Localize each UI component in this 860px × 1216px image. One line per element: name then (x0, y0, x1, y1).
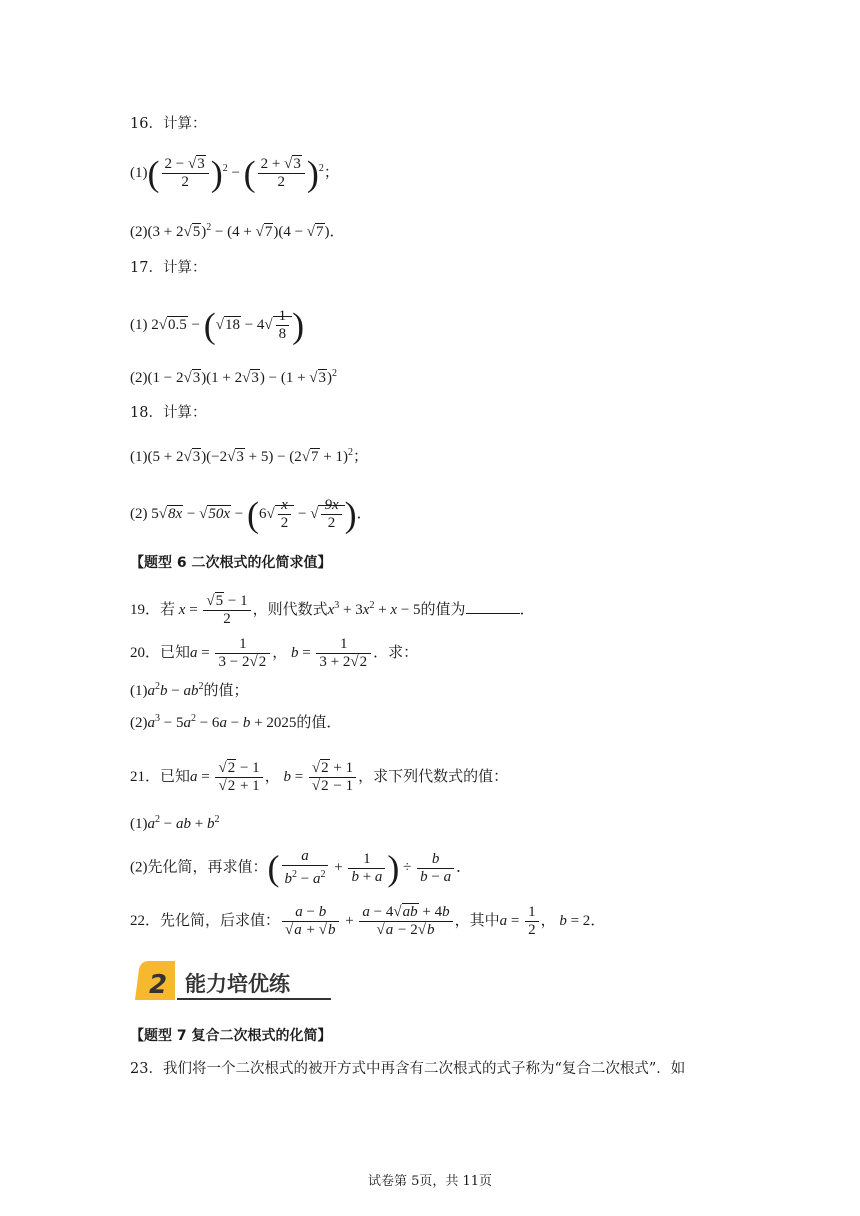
banner-graphic (135, 955, 335, 1003)
q19-mid: ，则代数式 (252, 601, 328, 618)
q21-pre: 21．已知 (130, 768, 191, 785)
q22-end: ． (590, 912, 606, 929)
q21-p2-pre: (2)先化简，再求值： (130, 859, 268, 876)
q18-part2: (2) 5√ 8x − √ 50x − (6 √ $\frac{x}{2}$ − √ $\frac{9x}{2}$ )． (130, 497, 372, 532)
q17-part1: (1) 2√ 0.5 − (√ 18 − 4 √ $\frac{1}{8}$ ) (130, 308, 304, 343)
q18-stem: 18．计算： (130, 405, 207, 421)
q16-p1-end: ； (323, 164, 339, 181)
q20-post: ．求： (373, 644, 419, 661)
q16-part2: (2)(3 + 2√ 5)$^2$ − (4 + √ 7)(4 − √ 7)． (130, 218, 345, 242)
q16-part1: (1)( $\frac{2 - √ 3}{2}$ )$^2$ − ( $\frac{2 + √ 3}{2}$ )$^2$； (130, 156, 339, 191)
q22-pre: 22．先化简，后求值： (130, 912, 281, 929)
q20-p1-post: 的值； (203, 683, 249, 699)
type6-heading: 【题型 6 二次根式的化简求值】 (130, 555, 332, 571)
answer-blank (466, 599, 520, 614)
q21-post: ，求下列代数式的值： (358, 768, 509, 785)
q21-mid: ， (264, 768, 280, 785)
q16-p2-end: ． (329, 224, 345, 240)
page-footer: 试卷第 5页，共 11页 (367, 1174, 493, 1189)
q19-pre: 19．若 (130, 601, 176, 618)
q19-end: ． (519, 601, 535, 618)
q20: 20．已知a = $\frac{1}{3 - 2√ 2}$ ， b = $\frac{1}{3 + 2√ 2}$ ．求： (130, 636, 418, 671)
q18-p1-end: ； (353, 449, 369, 465)
type7-heading: 【题型 7 复合二次根式的化简】 (130, 1028, 332, 1044)
q19: 19．若 x = √ $\frac{5 - 1}{2}$ ，则代数式$x^3 + 3x^2 + x - 5$的值为 ． (130, 593, 535, 628)
q18-part1: (1)(5 + 2√ 3)(−2√ 3 + 5) − (2√ 7 + 1)$^2$； (130, 443, 368, 467)
q20-mid: ， (272, 644, 288, 661)
q17-part2: (2)(1 − 2√ 3)(1 + 2√ 3) − (1 + √ 3)$^2$ (130, 364, 337, 388)
q20-part1: $(1)a^2b - ab^2$的值； (130, 681, 249, 699)
banner-number: 2 (149, 970, 168, 1000)
section-banner (135, 955, 335, 1003)
q22-post: ，其中 (454, 912, 500, 929)
q23: 23．我们将一个二次根式的被开方式中再含有二次根式的式子称为“复合二次根式”．如 (130, 1061, 686, 1077)
banner-title: 能力培优练 (185, 972, 290, 996)
q19-post: 的值为 (420, 601, 466, 618)
q20-pre: 20．已知 (130, 644, 191, 661)
q20-p2-post: 的值． (296, 715, 342, 731)
q18-p2-end: ． (356, 505, 372, 522)
q16-stem: 16．计算： (130, 116, 207, 132)
q21-part1: $(1)a^2$ − ab + $b^2$ (130, 814, 220, 832)
q21-part2: (2)先化简，再求值：( $\frac{a}{b^2 - a^2}$ + $\frac{1}{b + a}$ ) ÷ $\frac{b}{b - a}$ ． (130, 848, 472, 888)
q22: 22．先化简，后求值： a − b √ a + √ b + a − 4√ ab + 4b √ a − 2√ b ，其中a = $\frac{1}{2}$ ， b = 2． (130, 904, 605, 939)
q20-part2: $(2)a^3 - 5a^2 - 6a - b + 2025$的值． (130, 713, 342, 731)
q21: 21．已知a = √ 2 − 1 √ 2 + 1 ， b = √ 2 + 1 √ 2 − 1 ，求下列代数式的值： (130, 760, 508, 795)
q17-stem: 17．计算： (130, 260, 207, 276)
q21-p2-end: ． (456, 859, 472, 876)
